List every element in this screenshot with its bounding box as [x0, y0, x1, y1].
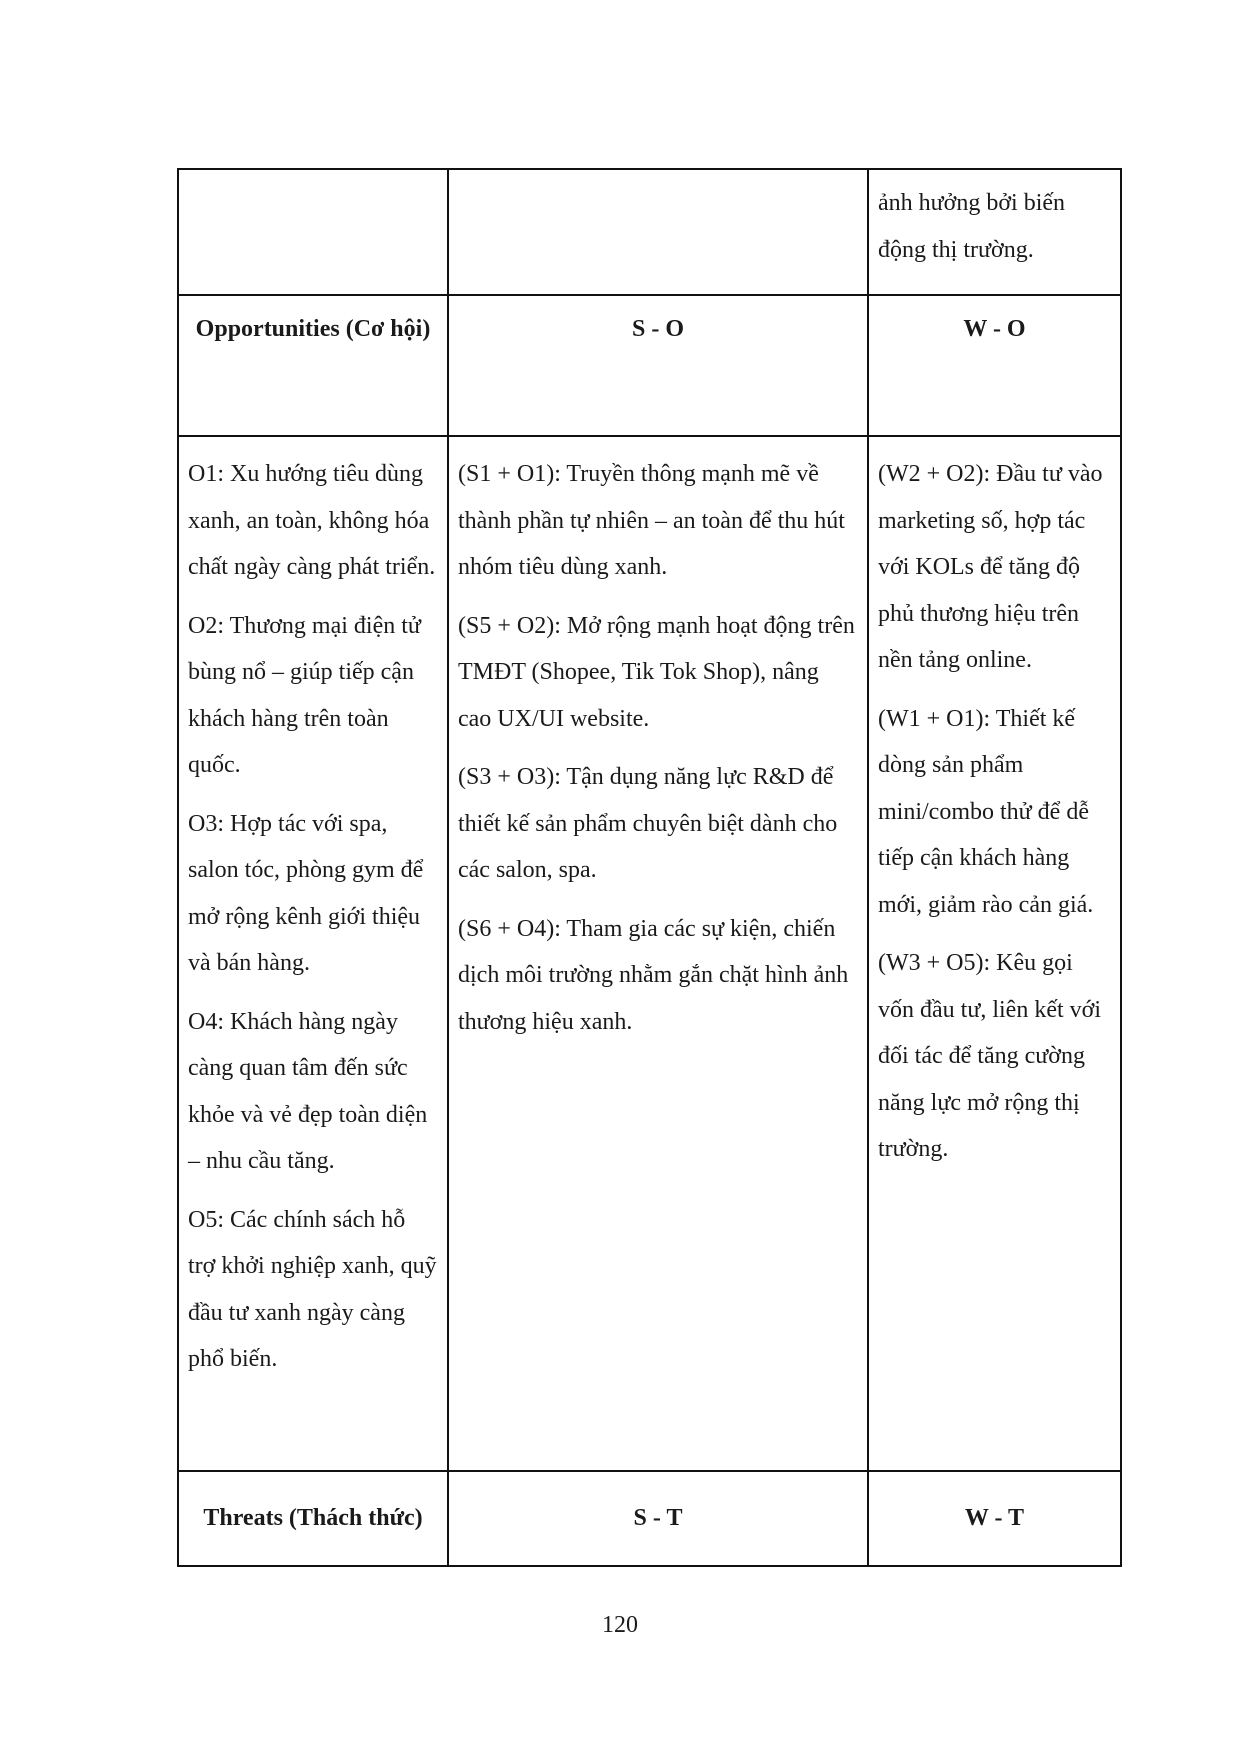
so-strategies-list: [448, 436, 868, 1471]
so-strategy-item: (S3 + O3): Tận dụng năng lực R&D để thiết kế sản phẩm chuyên biệt dành cho các salon, spa.: [458, 764, 838, 883]
wo-strategies-list: [868, 436, 1121, 1471]
opportunity-item: O2: Thương mại điện tử bùng nổ – giúp tiếp cận khách hàng trên toàn quốc.: [188, 612, 421, 778]
table-row-opportunities-body: [178, 436, 1121, 1471]
wo-strategy-item: (W2 + O2): Đầu tư vào marketing số, hợp tác với KOLs để tăng độ phủ thương hiệu trên nền tảng online.: [878, 461, 1103, 673]
so-heading: S - O: [448, 295, 868, 436]
opportunity-item: O3: Hợp tác với spa, salon tóc, phòng gym để mở rộng kênh giới thiệu và bán hàng.: [188, 810, 424, 976]
cell-empty-left: [178, 169, 448, 295]
table-row-continuation: [178, 169, 1121, 295]
opportunities-heading: Opportunities (Cơ hội): [178, 295, 448, 436]
cell-empty-middle: [448, 169, 868, 295]
page-number: 120: [602, 1612, 638, 1638]
opportunity-item: O5: Các chính sách hỗ trợ khởi nghiệp xanh, quỹ đầu tư xanh ngày càng phổ biến.: [188, 1206, 437, 1372]
swot-table: [177, 168, 1122, 1567]
table-row-threats-header: [178, 1471, 1121, 1566]
opportunities-list: [178, 436, 448, 1471]
table-row-opportunities-header: [178, 295, 1121, 436]
wo-strategy-item: (W1 + O1): Thiết kế dòng sản phẩm mini/combo thử để dễ tiếp cận khách hàng mới, giảm rào cản giá.: [878, 705, 1094, 918]
cell-continuation-text: ảnh hưởng bởi biến động thị trường.: [868, 169, 1121, 295]
threats-heading: Threats (Thách thức): [178, 1471, 448, 1566]
so-strategy-item: (S1 + O1): Truyền thông mạnh mẽ về thành phần tự nhiên – an toàn để thu hút nhóm tiêu dùng xanh.: [458, 461, 845, 580]
wt-heading: W - T: [868, 1471, 1121, 1566]
wo-strategy-item: (W3 + O5): Kêu gọi vốn đầu tư, liên kết với đối tác để tăng cường năng lực mở rộng thị trường.: [878, 950, 1101, 1162]
wo-heading: W - O: [868, 295, 1121, 436]
so-strategy-item: (S6 + O4): Tham gia các sự kiện, chiến dịch môi trường nhằm gắn chặt hình ảnh thương hiệu xanh.: [458, 915, 849, 1035]
so-strategy-item: (S5 + O2): Mở rộng mạnh hoạt động trên TMĐT (Shopee, Tik Tok Shop), nâng cao UX/UI website.: [458, 612, 855, 732]
opportunity-item: O1: Xu hướng tiêu dùng xanh, an toàn, không hóa chất ngày càng phát triển.: [188, 461, 436, 580]
st-heading: S - T: [448, 1471, 868, 1566]
opportunity-item: O4: Khách hàng ngày càng quan tâm đến sức khỏe và vẻ đẹp toàn diện – nhu cầu tăng.: [188, 1008, 428, 1174]
